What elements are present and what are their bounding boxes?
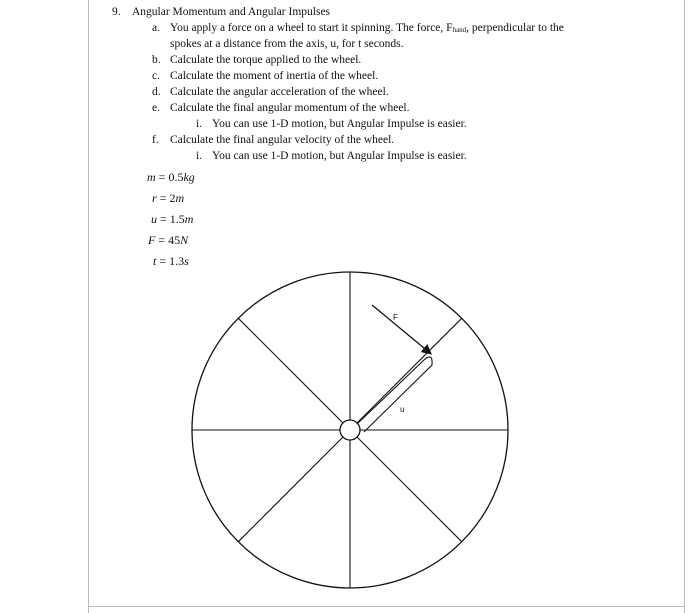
item-a-text-line2: spokes at a distance from the axis, u, for t seconds. xyxy=(170,38,404,50)
wheel-hub xyxy=(340,420,360,440)
given-distance: u = 1.5m xyxy=(151,212,194,226)
given-radius: r = 2m xyxy=(152,191,185,205)
item-b-text: Calculate the torque applied to the wheel. xyxy=(170,54,362,66)
force-label: F xyxy=(393,313,398,322)
force-arrow xyxy=(372,305,430,353)
given-force: F = 45N xyxy=(148,233,189,247)
problem-title: Angular Momentum and Angular Impulses xyxy=(132,6,331,18)
item-c-marker: c. xyxy=(152,70,160,82)
distance-bracket xyxy=(357,357,432,432)
problem-number: 9. xyxy=(112,6,121,18)
item-e-text: Calculate the final angular momentum of the wheel. xyxy=(170,102,410,114)
distance-label: u xyxy=(400,405,405,414)
item-e-sub-text: You can use 1-D motion, but Angular Impulse is easier. xyxy=(212,118,467,130)
item-d-marker: d. xyxy=(152,86,161,98)
item-a-marker: a. xyxy=(152,22,160,34)
force-subscript: hand xyxy=(452,26,467,34)
item-d-text: Calculate the angular acceleration of the wheel. xyxy=(170,86,389,98)
item-f-sub-text: You can use 1-D motion, but Angular Impulse is easier. xyxy=(212,150,467,162)
given-mass: m = 0.5kg xyxy=(147,170,195,184)
item-f-marker: f. xyxy=(152,134,159,146)
item-f-sub-marker: i. xyxy=(196,150,203,162)
item-c-text: Calculate the moment of inertia of the wheel. xyxy=(170,70,379,82)
item-e-sub-marker: i. xyxy=(196,118,203,130)
item-a-text-line1: You apply a force on a wheel to start it spinning. The force, $F_{hand}$, perpendicular to the xyxy=(170,22,564,34)
given-time: t = 1.3s xyxy=(153,254,189,268)
item-b-marker: b. xyxy=(152,54,161,66)
item-f-text: Calculate the final angular velocity of the wheel. xyxy=(170,134,395,146)
item-e-marker: e. xyxy=(152,102,160,114)
